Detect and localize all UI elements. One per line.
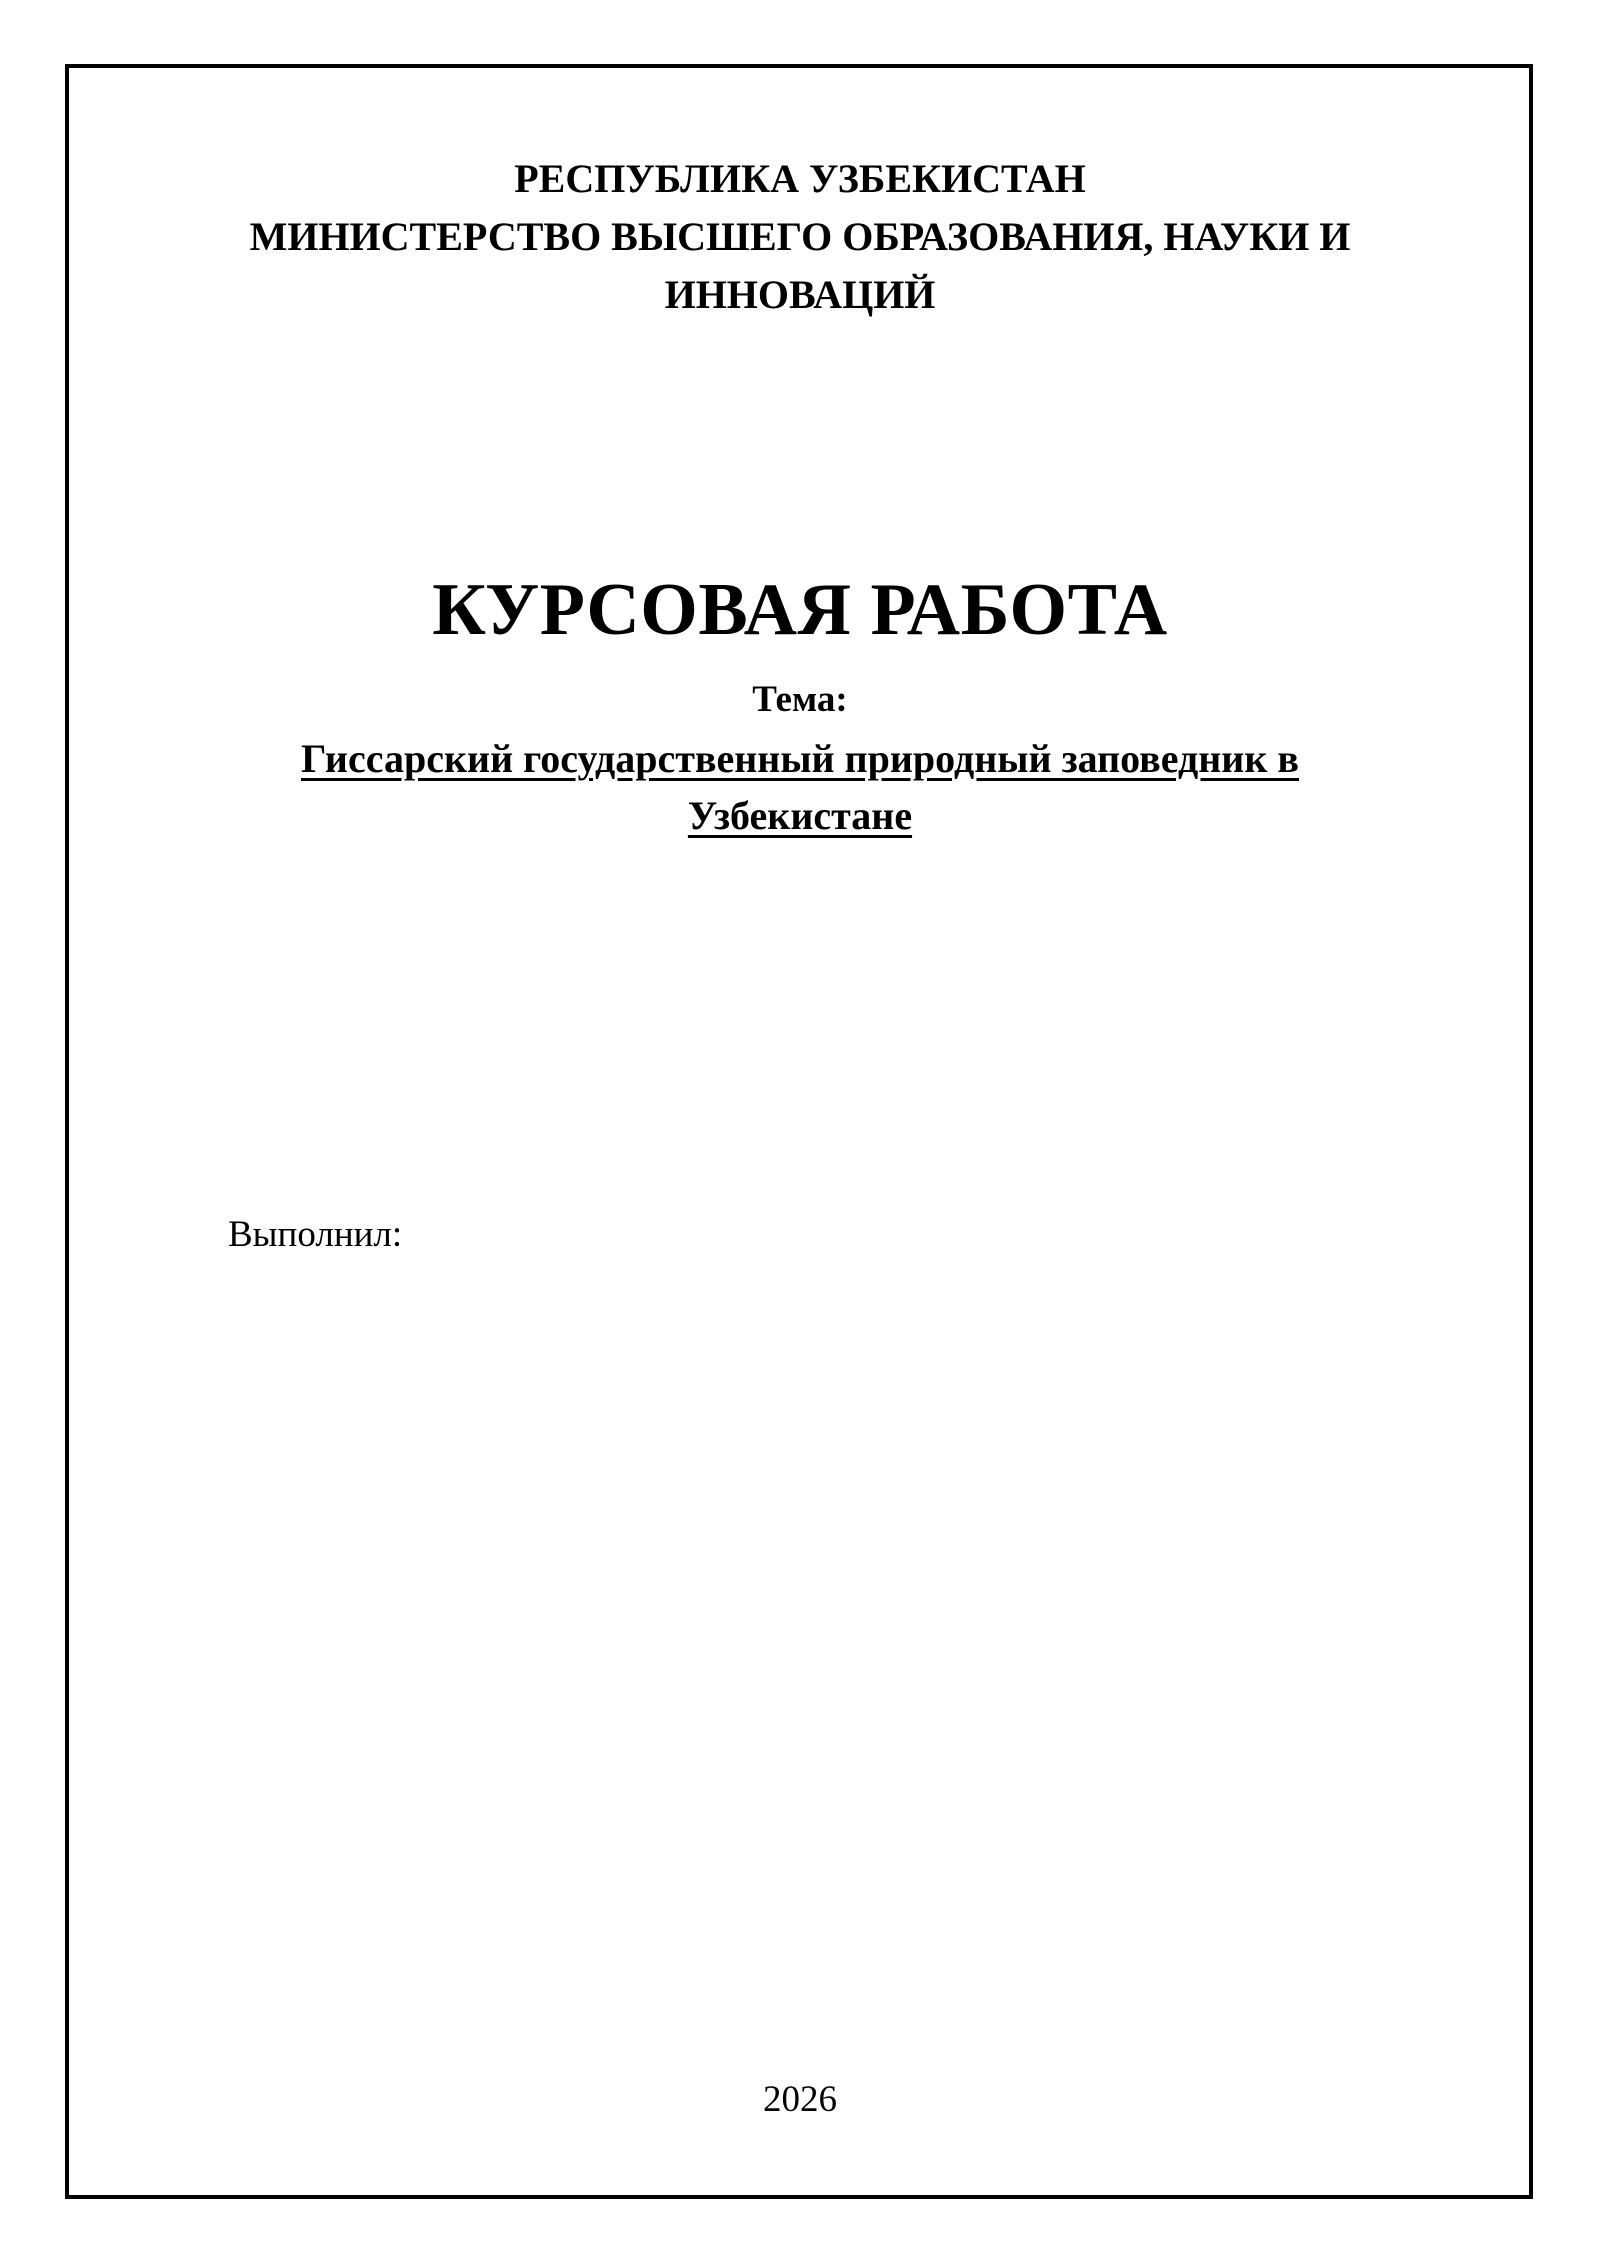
topic-label: Тема:	[752, 679, 848, 720]
topic-text-line2: Узбекистане	[687, 793, 913, 838]
institution-header	[0, 150, 1600, 324]
year: 2026	[763, 2079, 837, 2120]
ministry-name-line2: ИННОВАЦИЙ	[664, 272, 936, 317]
ministry-name-line1: МИНИСТЕРСТВО ВЫСШЕГО ОБРАЗОВАНИЯ, НАУКИ И	[249, 214, 1351, 259]
executed-by-label: Выполнил:	[228, 1214, 403, 1255]
topic-text-line1: Гиссарский государственный природный заповедник в	[301, 736, 1299, 781]
page-border	[65, 64, 1533, 2199]
topic-text	[300, 730, 1300, 844]
document-title: КУРСОВАЯ РАБОТА	[432, 569, 1168, 651]
country-name: РЕСПУБЛИКА УЗБЕКИСТАН	[514, 156, 1086, 201]
